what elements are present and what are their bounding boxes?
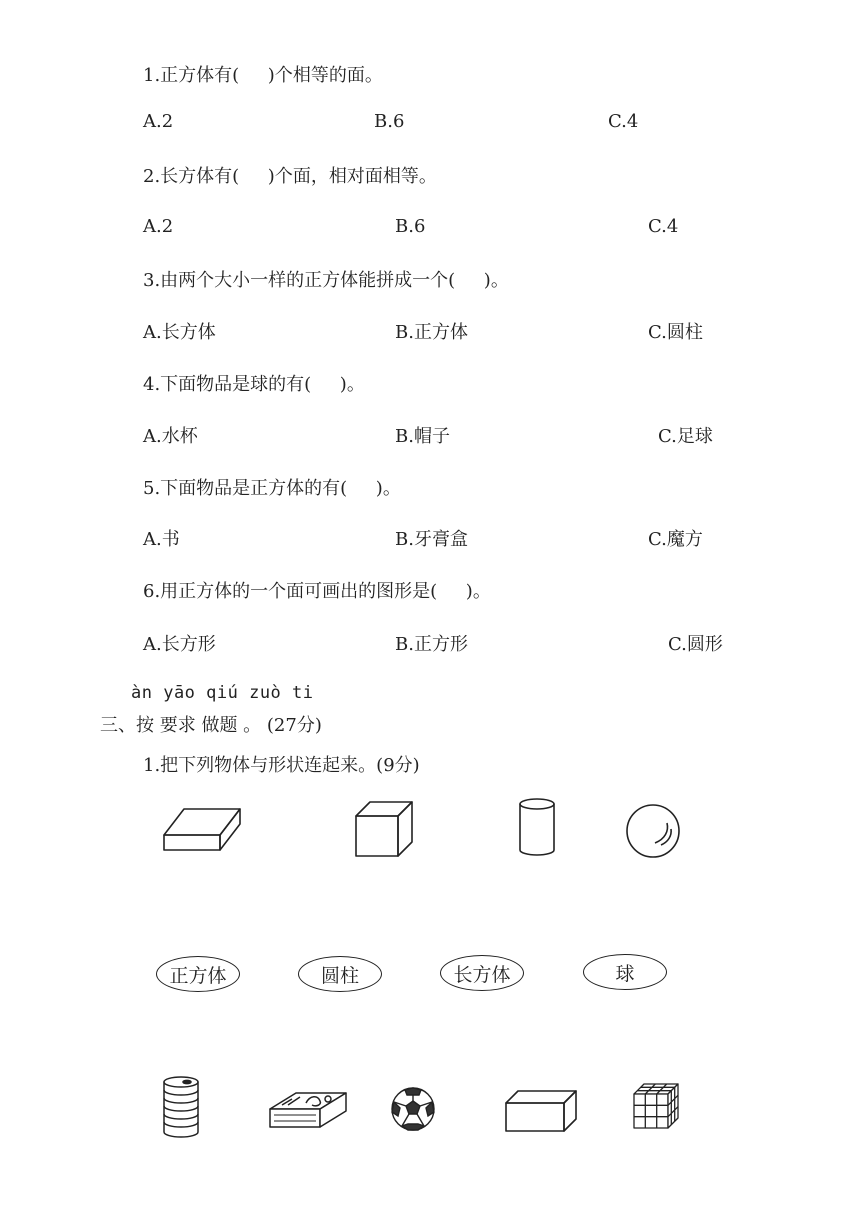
label-oval-cuboid[interactable]: 长方体	[440, 955, 524, 991]
q1-option-b[interactable]: B.6	[374, 111, 405, 132]
q4-option-b[interactable]: B.帽子	[395, 426, 450, 447]
q5-option-b[interactable]: B.牙膏盒	[395, 529, 468, 550]
q5-option-c[interactable]: C.魔方	[648, 529, 703, 550]
cube-icon[interactable]	[352, 798, 418, 860]
question-1: 1.正方体有( )个相等的面。	[143, 65, 383, 86]
q3-option-c[interactable]: C.圆柱	[648, 322, 703, 343]
question-3: 3.由两个大小一样的正方体能拼成一个( )。	[143, 270, 509, 291]
question-2: 2.长方体有( )个面，相对面相等。	[143, 166, 437, 187]
toothpaste-box-icon[interactable]	[266, 1087, 350, 1133]
soccer-ball-icon[interactable]	[388, 1084, 438, 1134]
q2-option-a[interactable]: A.2	[143, 216, 174, 237]
q4-option-a[interactable]: A.水杯	[143, 426, 198, 447]
q3-option-a[interactable]: A.长方体	[143, 322, 216, 343]
question-4: 4.下面物品是球的有( )。	[143, 374, 365, 395]
label-oval-sphere[interactable]: 球	[583, 954, 667, 990]
q3-option-b[interactable]: B.正方体	[395, 322, 468, 343]
q1-option-a[interactable]: A.2	[143, 111, 174, 132]
q1-option-c[interactable]: C.4	[608, 111, 639, 132]
label-oval-cube[interactable]: 正方体	[156, 956, 240, 992]
question-6: 6.用正方体的一个面可画出的图形是( )。	[143, 581, 491, 602]
label-oval-cylinder[interactable]: 圆柱	[298, 956, 382, 992]
section3-title: 三、按 要求 做题 。 (27分)	[100, 715, 322, 736]
q6-option-c[interactable]: C.圆形	[668, 634, 723, 655]
sphere-icon[interactable]	[623, 801, 683, 861]
q2-option-b[interactable]: B.6	[395, 216, 426, 237]
q5-option-a[interactable]: A.书	[143, 529, 180, 550]
q6-option-b[interactable]: B.正方形	[395, 634, 468, 655]
q2-option-c[interactable]: C.4	[648, 216, 679, 237]
question-5: 5.下面物品是正方体的有( )。	[143, 478, 401, 499]
q4-option-c[interactable]: C.足球	[658, 426, 713, 447]
rubik-cube-icon[interactable]	[630, 1080, 682, 1132]
flat-box-icon[interactable]	[160, 803, 244, 855]
brick-box-icon[interactable]	[502, 1087, 580, 1135]
section3-sub-question: 1.把下列物体与形状连起来。(9分)	[143, 755, 420, 776]
section3-pinyin: àn yāo qiú zuò ti	[131, 683, 314, 703]
coin-stack-icon[interactable]	[160, 1072, 202, 1142]
cylinder-icon[interactable]	[516, 796, 558, 858]
q6-option-a[interactable]: A.长方形	[143, 634, 216, 655]
